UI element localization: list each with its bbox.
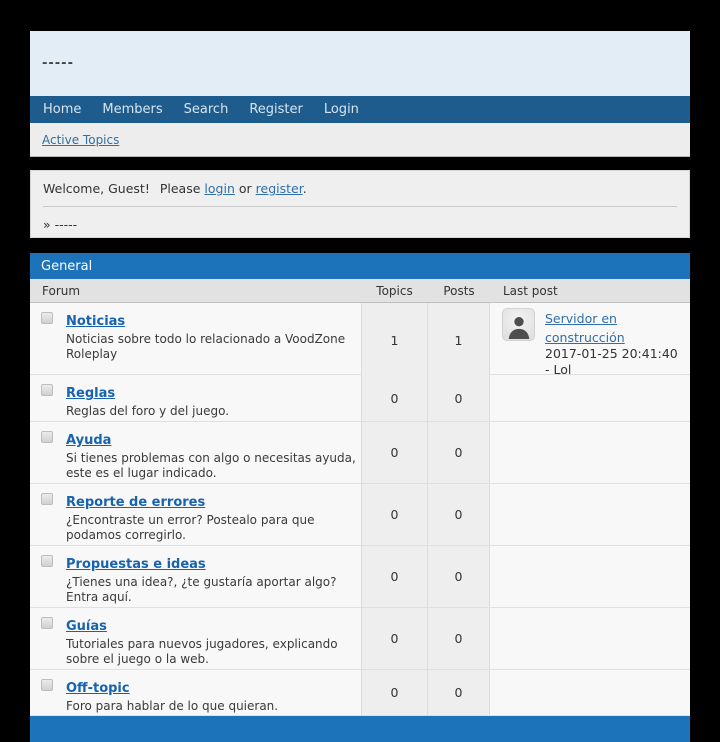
posts-count: 0 — [428, 670, 490, 715]
forum-row-ayuda — [30, 422, 690, 484]
forum-description: ¿Tienes una idea?, ¿te gustaría aportar algo? Entra aquí. — [66, 575, 337, 604]
last-post-cell — [490, 375, 690, 421]
forum-text — [66, 382, 229, 419]
site-title: ----- — [42, 56, 74, 71]
site-header — [30, 31, 690, 96]
column-header-last-post: Last post — [503, 283, 558, 298]
spacer — [30, 157, 690, 170]
posts-count: 0 — [428, 375, 490, 421]
posts-count: 1 — [428, 303, 490, 378]
active-topics-link[interactable]: Active Topics — [42, 132, 120, 147]
topics-count: 0 — [361, 375, 428, 421]
last-post-cell — [490, 670, 690, 715]
posts-count: 0 — [428, 546, 490, 607]
welcome-period: . — [302, 181, 307, 196]
last-post-cell — [490, 608, 690, 669]
spacer — [30, 238, 690, 253]
breadcrumb — [43, 217, 677, 232]
topics-count: 1 — [361, 303, 428, 378]
welcome-panel — [30, 170, 690, 238]
divider — [43, 206, 677, 207]
forum-status-icon — [41, 493, 53, 505]
forum-description: Foro para hablar de lo que quieran. — [66, 699, 279, 713]
welcome-line — [43, 181, 677, 196]
forum-link-ayuda[interactable]: Ayuda — [66, 433, 112, 448]
forum-cell — [30, 546, 361, 607]
forum-link-off-topic[interactable]: Off-topic — [66, 681, 130, 696]
forum-text — [66, 615, 358, 667]
topics-count: 0 — [361, 670, 428, 715]
last-post-cell — [490, 484, 690, 545]
forum-description: Noticias sobre todo lo relacionado a VoodZone Roleplay — [66, 332, 346, 361]
topics-count: 0 — [361, 422, 428, 483]
posts-count: 0 — [428, 422, 490, 483]
forum-status-icon — [41, 679, 53, 691]
forum-table — [30, 279, 690, 716]
nav-item-members[interactable]: Members — [102, 102, 163, 117]
last-post-cell — [490, 303, 690, 378]
forum-status-icon — [41, 431, 53, 443]
posts-count: 0 — [428, 484, 490, 545]
forum-link-reglas[interactable]: Reglas — [66, 386, 116, 401]
forum-row-propuestas-e-ideas — [30, 546, 690, 608]
forum-text — [66, 553, 358, 605]
forum-status-icon — [41, 555, 53, 567]
category-header-general[interactable] — [30, 253, 690, 279]
register-link[interactable]: register — [255, 181, 303, 196]
forum-text — [66, 310, 358, 362]
topics-count: 0 — [361, 608, 428, 669]
column-header-posts: Posts — [443, 283, 475, 298]
subnav-bar — [30, 123, 690, 157]
forum-row-guias — [30, 608, 690, 670]
forum-link-propuestas-e-ideas[interactable]: Propuestas e ideas — [66, 557, 206, 572]
welcome-greeting: Welcome, Guest! — [43, 181, 150, 196]
welcome-or: or — [238, 181, 252, 196]
forum-link-guias[interactable]: Guías — [66, 619, 107, 634]
last-post-meta: 2017-01-25 20:41:40 - Lol — [545, 346, 678, 377]
welcome-please: Please — [159, 181, 201, 196]
forum-text — [66, 491, 358, 543]
login-link[interactable]: login — [204, 181, 235, 196]
breadcrumb-marker: » — [43, 217, 51, 232]
category-title: General — [41, 258, 93, 274]
forum-link-noticias[interactable]: Noticias — [66, 314, 126, 329]
last-post-cell — [490, 422, 690, 483]
forum-cell — [30, 422, 361, 483]
avatar — [502, 308, 535, 341]
posts-count: 0 — [428, 608, 490, 669]
forum-cell — [30, 484, 361, 545]
column-header-forum: Forum — [42, 283, 81, 298]
forum-cell — [30, 375, 361, 421]
forum-row-reglas — [30, 375, 690, 422]
forum-text — [66, 677, 278, 714]
forum-description: ¿Encontraste un error? Postealo para que podamos corregirlo. — [66, 513, 315, 542]
last-post-cell — [490, 546, 690, 607]
forum-row-noticias — [30, 303, 690, 375]
last-post-info — [545, 308, 679, 378]
column-header-topics: Topics — [376, 283, 413, 298]
forum-status-icon — [41, 312, 53, 324]
forum-cell — [30, 608, 361, 669]
nav-item-register[interactable]: Register — [249, 102, 303, 117]
topics-count: 0 — [361, 546, 428, 607]
last-post-link[interactable]: Servidor en construcción — [545, 311, 625, 345]
nav-item-login[interactable]: Login — [323, 102, 359, 117]
forum-status-icon — [41, 617, 53, 629]
forum-row-reporte-de-errores — [30, 484, 690, 546]
forum-text — [66, 429, 358, 481]
breadcrumb-title: ----- — [54, 217, 78, 232]
nav-item-home[interactable]: Home — [43, 102, 82, 117]
forum-link-reporte-de-errores[interactable]: Reporte de errores — [66, 495, 206, 510]
forum-description: Reglas del foro y del juego. — [66, 404, 230, 418]
forum-cell — [30, 670, 361, 715]
forum-description: Tutoriales para nuevos jugadores, explicando sobre el juego o la web. — [66, 637, 338, 666]
forum-row-off-topic — [30, 670, 690, 716]
nav-item-search[interactable]: Search — [183, 102, 229, 117]
forum-cell — [30, 303, 361, 378]
topics-count: 0 — [361, 484, 428, 545]
forum-page — [30, 31, 690, 742]
table-header-row — [30, 279, 690, 303]
main-nav — [30, 96, 690, 123]
forum-status-icon — [41, 384, 53, 396]
forum-description: Si tienes problemas con algo o necesitas ayuda, este es el lugar indicado. — [66, 451, 356, 480]
